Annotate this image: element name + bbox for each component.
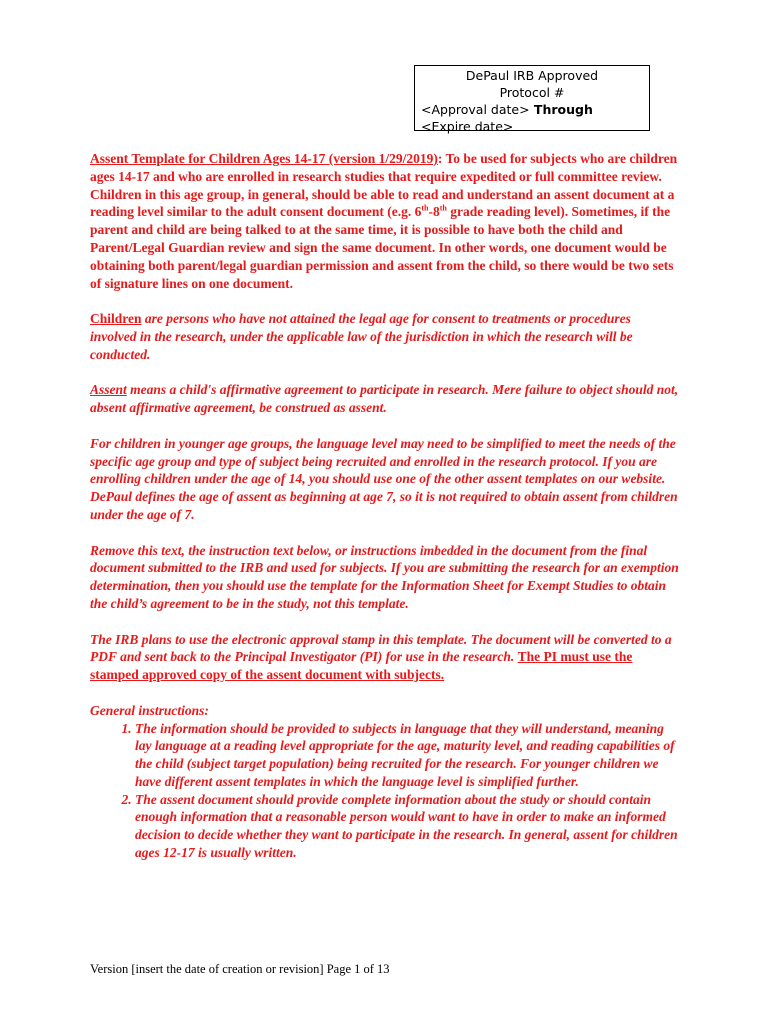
list-item: 2. The assent document should provide complete information about the study or should contain enough information that a reasonable person would want to have in order to make an informed decision to decide whether they want to participate in the research. In general, assent for children ages 12-17 is usually written. bbox=[135, 791, 680, 862]
general-instructions-list bbox=[90, 720, 680, 862]
stamp-line-approved: DePaul IRB Approved bbox=[465, 68, 599, 83]
younger-children-paragraph: For children in younger age groups, the language level may need to be simplified to meet the needs of the specific age group and type of subject being recruited and enrolled in the research protocol. If you are enrolling children under the age of 14, you should use one of the other assent templates on our website. DePaul defines the age of assent as beginning at age 7, so it is not required to obtain assent from children under the age of 7. bbox=[90, 435, 678, 522]
intro-sup-2: th bbox=[439, 203, 447, 213]
assent-definition bbox=[90, 381, 680, 417]
children-term: Children bbox=[90, 311, 142, 327]
irb-approval-stamp bbox=[414, 65, 650, 134]
intro-paragraph bbox=[90, 150, 680, 292]
intro-sup-1: th bbox=[421, 203, 429, 213]
stamp-through: Through bbox=[529, 102, 593, 117]
page-footer: Version [insert the date of creation or revision] Page 1 of 13 bbox=[90, 962, 390, 976]
stamp-line-protocol: Protocol # bbox=[499, 85, 565, 100]
general-instructions-heading: General instructions: bbox=[90, 702, 209, 718]
irb-underlined: The PI must use the stamped approved copy of the assent document with subjects. bbox=[90, 649, 633, 683]
assent-term: Assent bbox=[90, 382, 127, 398]
stamp-expire-date: <Expire date> bbox=[421, 119, 514, 134]
children-definition bbox=[90, 310, 680, 363]
stamp-approval-date: <Approval date> bbox=[421, 102, 530, 117]
intro-text-2: grade reading level). Sometimes, if the parent and child are being talked to at the same time, it is possible to have both the child and Parent/Legal Guardian review and sign the same document. In other words, one document would be obtaining both parent/legal guardian permission and assent from the child, so there would be two sets of signature lines on one document. bbox=[90, 204, 674, 291]
intro-dash: -8 bbox=[428, 204, 440, 220]
stamp-line-dates bbox=[421, 101, 643, 118]
assent-text: means a child's affirmative agreement to participate in research. Mere failure to object should not, absent affirmative agreement, be construed as assent. bbox=[90, 382, 679, 416]
intro-text-1: : To be used for subjects who are children ages 14-17 and who are enrolled in research studies that require expedited or full committee review. Children in this age group, in general, should be able to read and understand an assent document at a reading level similar to the adult consent document (e.g. 6 bbox=[90, 151, 678, 220]
document-body bbox=[90, 150, 680, 862]
irb-stamp-paragraph bbox=[90, 631, 680, 684]
children-text: are persons who have not attained the legal age for consent to treatments or procedures involved in the research, under the applicable law of the jurisdiction in which the research will be conducted. bbox=[90, 311, 633, 362]
irb-text: The IRB plans to use the electronic approval stamp in this template. The document will be converted to a PDF and sent back to the Principal Investigator (PI) for use in the research. bbox=[90, 631, 672, 665]
remove-text-paragraph: Remove this text, the instruction text below, or instructions imbedded in the document from the final document submitted to the IRB and used for subjects. If you are submitting the research for an exemption determination, then you should use the template for the Information Sheet for Exempt Studies to obtain the child’s agreement to be in the study, not this template. bbox=[90, 542, 679, 611]
list-item: 1. The information should be provided to subjects in language that they will understand, meaning lay language at a reading level appropriate for the age, maturity level, and reading capabilities of the child (subject target population) being recruited for the research. For younger children we have different assent templates in which the language level is simplified further. bbox=[135, 720, 680, 791]
template-title: Assent Template for Children Ages 14-17 (version 1/29/2019) bbox=[90, 151, 438, 166]
